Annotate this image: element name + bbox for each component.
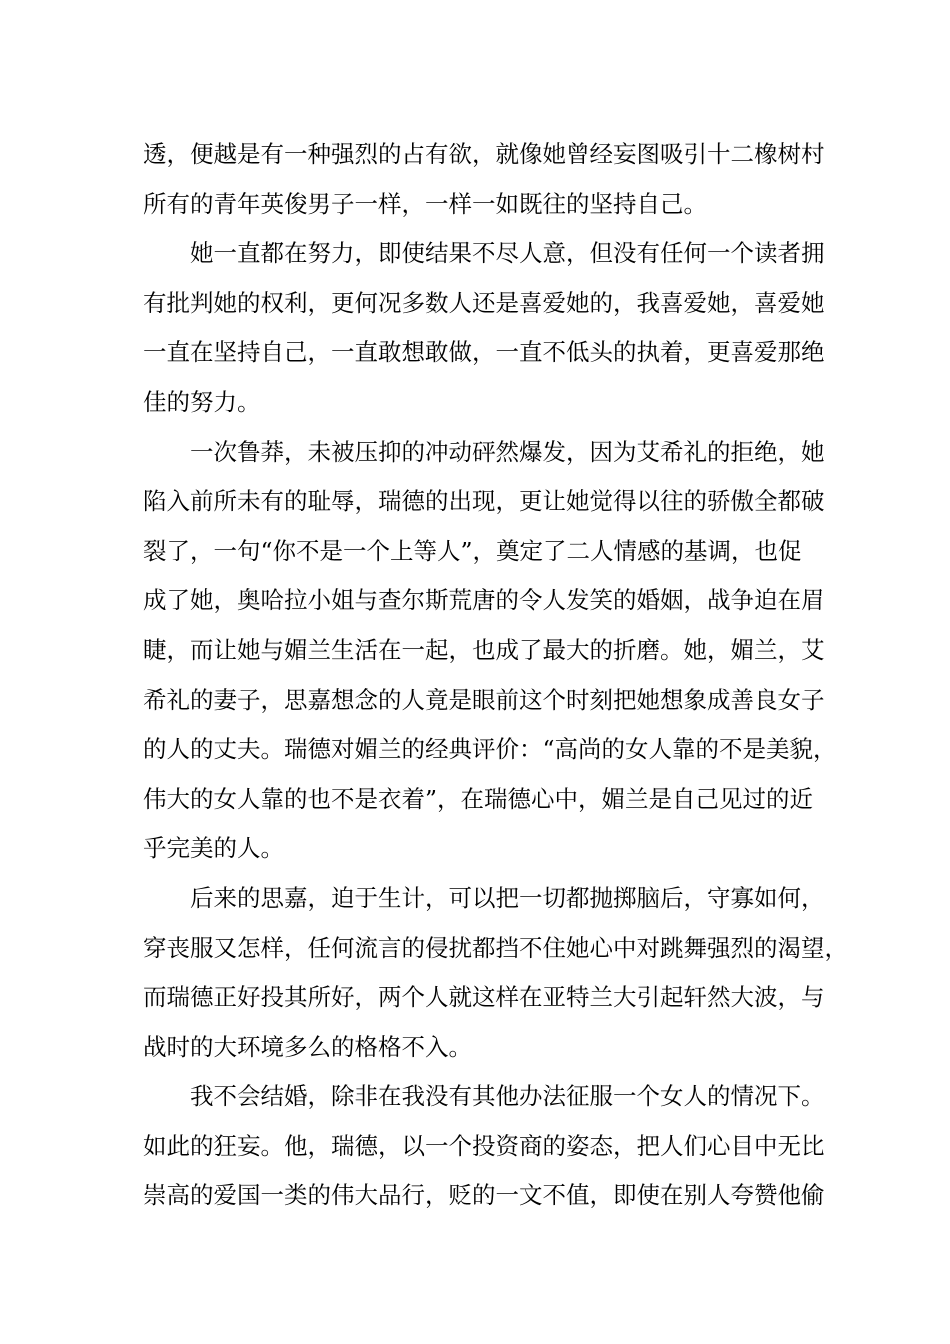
text-line: 战时的大环境多么的格格不入。	[143, 1032, 472, 1061]
text-line: 希礼的妻子，思嘉想念的人竟是眼前这个时刻把她想象成善良女子	[143, 685, 825, 714]
text-line: 穿丧服又怎样，任何流言的侵扰都挡不住她心中对跳舞强烈的渴望，	[143, 933, 848, 962]
paragraph-4	[143, 874, 848, 1072]
text-line: 一直在坚持自己，一直敢想敢做，一直不低头的执着，更喜爱那绝	[143, 338, 825, 367]
text-line: 透，便越是有一种强烈的占有欲，就像她曾经妄图吸引十二橡树村	[143, 140, 825, 168]
text-line: 崇高的爱国一类的伟大品行，贬的一文不值，即使在别人夸赞他偷	[143, 1181, 825, 1210]
text-line: 如此的狂妄。他，瑞德，以一个投资商的姿态，把人们心目中无比	[143, 1131, 825, 1160]
text-line: 伟大的女人靠的也不是衣着”，在瑞德心中，媚兰是自己见过的近	[143, 784, 814, 813]
text-line: 陷入前所未有的耻辱，瑞德的出现，更让她觉得以往的骄傲全都破	[143, 487, 825, 516]
body-text	[143, 130, 848, 1221]
text-line: 乎完美的人。	[143, 834, 284, 863]
text-line: 她一直都在努力，即使结果不尽人意，但没有任何一个读者拥	[190, 239, 825, 268]
text-line: 佳的努力。	[143, 387, 261, 416]
text-line: 睫，而让她与媚兰生活在一起，也成了最大的折磨。她，媚兰，艾	[143, 635, 825, 664]
text-line: 的人的丈夫。瑞德对媚兰的经典评价：“高尚的女人靠的不是美貌，	[143, 735, 837, 764]
paragraph-5	[143, 1072, 823, 1221]
text-line: 一次鲁莽，未被压抑的冲动砰然爆发，因为艾希礼的拒绝，她	[190, 437, 825, 466]
text-line: 成了她，奥哈拉小姐与查尔斯荒唐的令人发笑的婚姻，战争迫在眉	[143, 586, 825, 615]
paragraph-2	[143, 229, 823, 427]
text-line: 裂了，一句“你不是一个上等人”，奠定了二人情感的基调，也促	[143, 536, 802, 565]
text-line: 而瑞德正好投其所好，两个人就这样在亚特兰大引起轩然大波，与	[143, 983, 825, 1012]
paragraph-3	[143, 428, 837, 874]
text-line: 我不会结婚，除非在我没有其他办法征服一个女人的情况下。	[190, 1082, 825, 1111]
text-line: 所有的青年英俊男子一样，一样一如既往的坚持自己。	[143, 189, 707, 218]
paragraph-1	[143, 130, 823, 229]
text-line: 后来的思嘉，迫于生计，可以把一切都抛掷脑后，守寡如何，	[190, 883, 825, 912]
text-line: 有批判她的权利，更何况多数人还是喜爱她的，我喜爱她，喜爱她	[143, 288, 825, 317]
